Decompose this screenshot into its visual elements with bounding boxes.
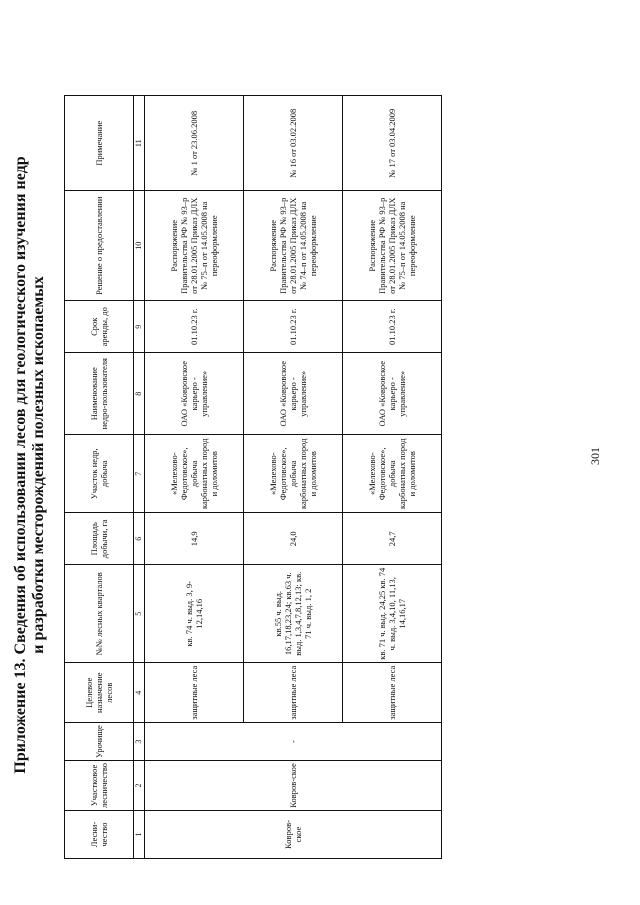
- user-cell: ОАО «Ковровское карьеро - управление»: [343, 353, 442, 435]
- header-cell: Срок аренды, до: [65, 301, 134, 353]
- plot-cell: «Мелехово-Федотовское», добыча карбонатных пород и доломитов: [343, 435, 442, 513]
- note-cell: № 16 от 03.02.2008: [244, 96, 343, 191]
- tract-cell: -: [145, 723, 442, 761]
- column-number: 10: [134, 191, 145, 301]
- decision-cell: Распоряжение Правительства РФ № 93–р от 28.01.2005 Приказ ДЛХ № 75–п от 14.05.2008 на переоформление: [343, 191, 442, 301]
- quarters-cell: кв.55 ч. выд. 16,17,18,23,24; кв.63 ч. выд. 1,3,4,7,8,12,13; кв. 71 ч. выд. 1, 2: [244, 565, 343, 663]
- header-cell: Решение о предоставлении: [65, 191, 134, 301]
- decision-cell: Распоряжение Правительства РФ № 93–р от 28.01.2005 Приказ ДЛХ № 75–п от 14.05.2008 на переоформление: [145, 191, 244, 301]
- document-title: [12, 85, 48, 845]
- quarters-cell: кв. 74 ч. выд. 3, 9-12,14,16: [145, 565, 244, 663]
- header-cell: Примечание: [65, 96, 134, 191]
- header-cell: Урочище: [65, 723, 134, 761]
- area-cell: 24,0: [244, 513, 343, 565]
- column-number: 7: [134, 435, 145, 513]
- header-cell: Участок недр, добыча: [65, 435, 134, 513]
- forest-use-table: [64, 95, 442, 859]
- column-number-row: [134, 96, 145, 859]
- header-cell: Участковое лесничество: [65, 760, 134, 810]
- term-cell: 01.10.23 г.: [343, 301, 442, 353]
- header-cell: Наименование недро-пользователя: [65, 353, 134, 435]
- column-number: 11: [134, 96, 145, 191]
- title-line-1: Приложение 13. Сведения об использовании лесов для геологического изучения недр: [12, 156, 29, 774]
- purpose-cell: защитные леса: [343, 663, 442, 723]
- user-cell: ОАО «Ковровское карьеро - управление»: [145, 353, 244, 435]
- column-number: 6: [134, 513, 145, 565]
- district-cell: Ковров-ское: [145, 760, 442, 810]
- purpose-cell: защитные леса: [145, 663, 244, 723]
- quarters-cell: кв. 71 ч. выд. 24,25 кв. 74 ч. выд. 3,4,10, 11,13, 14,16,17: [343, 565, 442, 663]
- table-row: [145, 96, 244, 859]
- term-cell: 01.10.23 г.: [244, 301, 343, 353]
- title-line-2: и разработки месторождений полезных ископаемых: [30, 276, 47, 654]
- decision-cell: Распоряжение Правительства РФ № 93–р от 28.01.2005 Приказ ДЛХ № 74–п от 14.05.2008 на переоформление: [244, 191, 343, 301]
- area-cell: 24,7: [343, 513, 442, 565]
- column-number: 9: [134, 301, 145, 353]
- page-number: 301: [588, 447, 602, 465]
- column-number: 1: [134, 811, 145, 859]
- header-cell: Целевое назначение лесов: [65, 663, 134, 723]
- plot-cell: «Мелехово-Федотовское», добыча карбонатных пород и доломитов: [244, 435, 343, 513]
- column-number: 4: [134, 663, 145, 723]
- purpose-cell: защитные леса: [244, 663, 343, 723]
- header-cell: Лесни-чество: [65, 811, 134, 859]
- term-cell: 01.10.23 г.: [145, 301, 244, 353]
- plot-cell: «Мелехово-Федотовское», добыча карбонатных пород и доломитов: [145, 435, 244, 513]
- forestry-cell: Ковров-ское: [145, 811, 442, 859]
- column-number: 2: [134, 760, 145, 810]
- column-number: 3: [134, 723, 145, 761]
- header-cell: Площадь добычи, га: [65, 513, 134, 565]
- column-number: 5: [134, 565, 145, 663]
- table-header-row: [65, 96, 134, 859]
- column-number: 8: [134, 353, 145, 435]
- note-cell: № 1 от 23.06.2008: [145, 96, 244, 191]
- note-cell: № 17 от 03.04.2009: [343, 96, 442, 191]
- user-cell: ОАО «Ковровское карьеро - управление»: [244, 353, 343, 435]
- area-cell: 14,9: [145, 513, 244, 565]
- header-cell: №№ лесных кварталов: [65, 565, 134, 663]
